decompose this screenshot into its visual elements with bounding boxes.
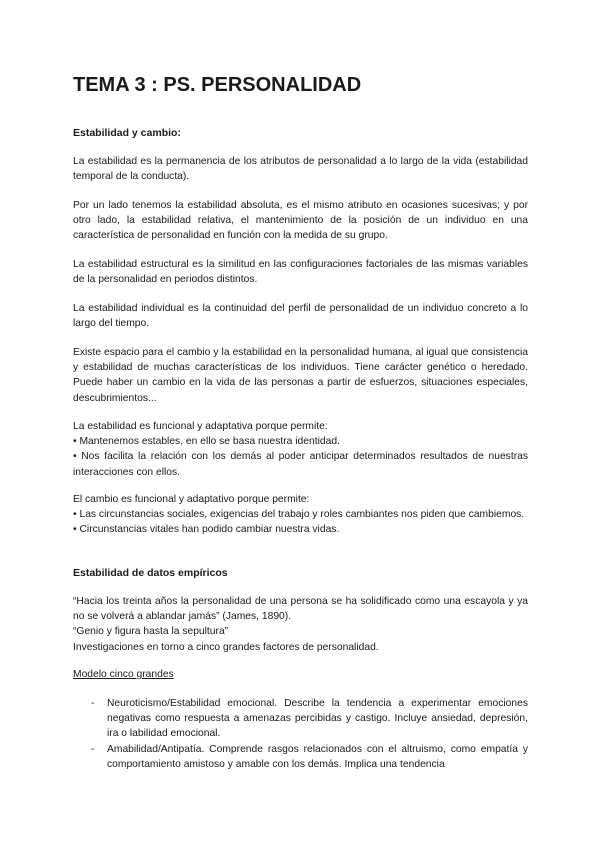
section-heading-datos-empiricos: Estabilidad de datos empíricos	[73, 567, 228, 579]
change-functional-block	[73, 492, 528, 538]
big-five-list	[73, 696, 528, 772]
paragraph-individual: La estabilidad individual es la continuidad del perfil de personalidad de un individuo concreto a lo largo del tiempo.	[73, 303, 528, 330]
paragraph-definition: La estabilidad es la permanencia de los atributos de personalidad a lo largo de la vida (estabilidad temporal de la conducta).	[73, 156, 528, 183]
list-dash: -	[91, 743, 95, 755]
paragraph-change-stability: Existe espacio para el cambio y la estabilidad en la personalidad humana, al igual que consistencia y estabilidad de muchas características de los individuos. Tiene carácter genético o heredado. Puede haber un cambio en la vida de las personas a partir de esfuerzos, situaciones especiales, descubrimientos...	[73, 347, 528, 404]
stability-intro: La estabilidad es funcional y adaptativa porque permite:	[73, 421, 328, 432]
paragraph-absolute-relative: Por un lado tenemos la estabilidad absoluta, es el mismo atributo en ocasiones sucesivas; y por otro lado, la estabilidad relativa, el mantenimiento de la posición de un individuo en una característica de personalidad en función con la medida de su grupo.	[73, 200, 528, 242]
stability-functional-block	[73, 419, 528, 480]
quote-genio: “Genio y figura hasta la sepultura”	[73, 626, 229, 638]
list-item-text: Neuroticismo/Estabilidad emocional. Describe la tendencia a experimentar emociones negativas como respuesta a amenazas percibidas y castigo. Incluye ansiedad, depresión, ira o labilidad emocional.	[107, 698, 528, 740]
list-item-text: Amabilidad/Antipatía. Comprende rasgos relacionados con el altruismo, como empatía y comportamiento amistoso y amable con los demás. Implica una tendencia	[107, 743, 528, 770]
list-item	[73, 696, 528, 742]
page-title: TEMA 3 : PS. PERSONALIDAD	[73, 74, 362, 96]
stability-bullet-1: • Mantenemos estables, en ello se basa nuestra identidad.	[73, 436, 340, 448]
paragraph-structural: La estabilidad estructural es la similitud en las configuraciones factoriales de las mismas variables de la personalidad en periodos distintos.	[73, 259, 528, 286]
change-bullet-2: • Circunstancias vitales han podido cambiar nuestra vidas.	[73, 524, 340, 536]
change-intro: El cambio es funcional y adaptativo porque permite:	[73, 494, 310, 505]
stability-bullet-2: • Nos facilita la relación con los demás al poder anticipar determinados resultados de nuestras interacciones con ellos.	[73, 451, 528, 478]
section-heading-estabilidad-cambio: Estabilidad y cambio:	[73, 127, 181, 139]
list-item	[73, 742, 528, 772]
quote-james: “Hacia los treinta años la personalidad de una persona se ha solidificado como una escayola y ya no se volverá a ablandar jamás” (James, 1890).	[73, 596, 528, 623]
investigations-line: Investigaciones en torno a cinco grandes factores de personalidad.	[73, 641, 379, 653]
section-heading-cinco-grandes: Modelo cinco grandes	[73, 669, 174, 680]
list-dash: -	[91, 698, 95, 709]
change-bullet-1: • Las circunstancias sociales, exigencias del trabajo y roles cambiantes nos piden que cambiemos.	[73, 509, 525, 521]
empirical-block	[73, 594, 528, 655]
